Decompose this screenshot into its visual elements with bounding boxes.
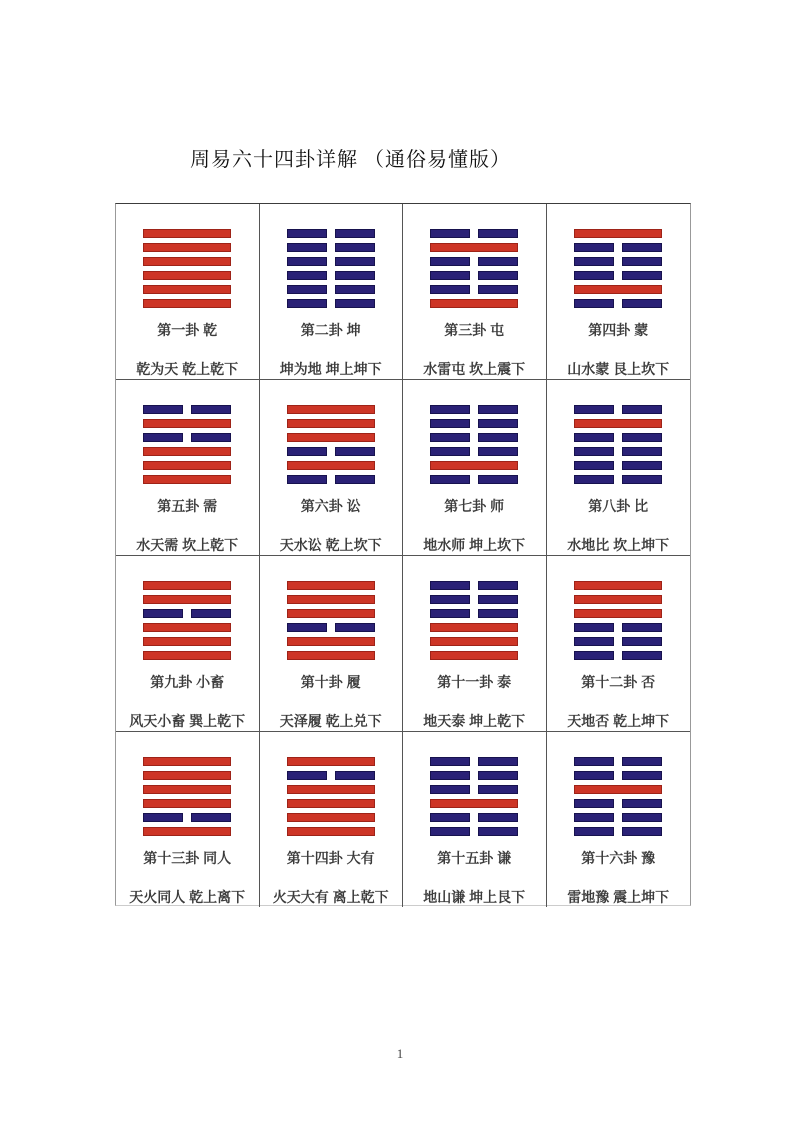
yang-line [430, 799, 518, 808]
yin-line [574, 257, 662, 266]
yang-line [143, 799, 231, 808]
yin-line [430, 771, 518, 780]
hexagram-symbol-bi [574, 405, 662, 484]
yin-line [574, 405, 662, 414]
hexagram-description: 地山谦 坤上艮下 [423, 889, 526, 905]
hexagram-symbol-dayou [287, 757, 375, 836]
hexagram-card-1 [116, 204, 260, 380]
yin-line [287, 285, 375, 294]
hexagram-symbol-tongren [143, 757, 231, 836]
hexagram-symbol-qian [143, 229, 231, 308]
yang-line [287, 827, 375, 836]
yang-line [287, 757, 375, 766]
yang-line [430, 637, 518, 646]
yin-line [574, 637, 662, 646]
hexagram-card-14 [260, 732, 404, 907]
hexagram-card-11 [403, 556, 547, 732]
yang-line [143, 637, 231, 646]
hexagram-number-name: 第一卦 乾 [157, 322, 218, 338]
hexagram-number-name: 第十六卦 豫 [581, 850, 656, 866]
yang-line [287, 405, 375, 414]
yin-line [430, 229, 518, 238]
hexagram-card-4 [547, 204, 691, 380]
hexagram-symbol-xiaochu [143, 581, 231, 660]
page-title: 周易六十四卦详解 （通俗易懂版） [190, 149, 511, 171]
yin-line [287, 771, 375, 780]
hexagram-symbol-tai [430, 581, 518, 660]
yin-line [430, 827, 518, 836]
hexagram-number-name: 第十四卦 大有 [286, 850, 375, 866]
yin-line [430, 475, 518, 484]
hexagram-card-10 [260, 556, 404, 732]
yang-line [574, 285, 662, 294]
yang-line [143, 285, 231, 294]
yin-line [574, 771, 662, 780]
hexagram-card-2 [260, 204, 404, 380]
yin-line [287, 623, 375, 632]
hexagram-number-name: 第八卦 比 [588, 498, 649, 514]
yang-line [287, 813, 375, 822]
yang-line [287, 581, 375, 590]
yin-line [574, 827, 662, 836]
hexagram-card-8 [547, 380, 691, 556]
hexagram-number-name: 第六卦 讼 [300, 498, 361, 514]
hexagram-card-6 [260, 380, 404, 556]
yin-line [574, 447, 662, 456]
yin-line [574, 623, 662, 632]
yang-line [143, 461, 231, 470]
hexagram-symbol-song [287, 405, 375, 484]
yang-line [287, 651, 375, 660]
yang-line [430, 243, 518, 252]
yin-line [430, 405, 518, 414]
yang-line [143, 475, 231, 484]
yin-line [574, 813, 662, 822]
yin-line [574, 799, 662, 808]
yin-line [287, 271, 375, 280]
hexagram-number-name: 第九卦 小畜 [150, 674, 225, 690]
yin-line [430, 447, 518, 456]
hexagram-symbol-zhun [430, 229, 518, 308]
yang-line [430, 651, 518, 660]
yang-line [574, 581, 662, 590]
yin-line [143, 433, 231, 442]
yin-line [574, 461, 662, 470]
yang-line [143, 243, 231, 252]
yin-line [287, 243, 375, 252]
yin-line [430, 595, 518, 604]
hexagram-symbol-qian15 [430, 757, 518, 836]
hexagram-number-name: 第三卦 屯 [444, 322, 505, 338]
yang-line [143, 271, 231, 280]
hexagram-card-7 [403, 380, 547, 556]
yin-line [143, 813, 231, 822]
hexagram-symbol-lv [287, 581, 375, 660]
hexagram-description: 天泽履 乾上兑下 [279, 713, 382, 729]
yang-line [574, 419, 662, 428]
yin-line [574, 271, 662, 280]
yang-line [143, 827, 231, 836]
yin-line [430, 257, 518, 266]
yang-line [143, 771, 231, 780]
hexagram-description: 地水师 坤上坎下 [423, 537, 526, 553]
page-number: 1 [396, 1046, 404, 1061]
yin-line [574, 243, 662, 252]
yin-line [287, 447, 375, 456]
yang-line [287, 433, 375, 442]
yin-line [430, 609, 518, 618]
yang-line [143, 299, 231, 308]
yin-line [430, 785, 518, 794]
yang-line [430, 461, 518, 470]
hexagram-description: 天地否 乾上坤下 [567, 713, 670, 729]
yin-line [143, 609, 231, 618]
yin-line [430, 285, 518, 294]
hexagram-symbol-xu [143, 405, 231, 484]
yin-line [574, 433, 662, 442]
hexagram-card-3 [403, 204, 547, 380]
hexagram-description: 坤为地 坤上坤下 [279, 361, 382, 377]
yang-line [143, 229, 231, 238]
hexagram-number-name: 第七卦 师 [444, 498, 505, 514]
hexagram-card-16 [547, 732, 691, 907]
hexagram-description: 雷地豫 震上坤下 [567, 889, 670, 905]
yin-line [574, 757, 662, 766]
yang-line [287, 461, 375, 470]
yang-line [574, 609, 662, 618]
hexagram-symbol-kun [287, 229, 375, 308]
yin-line [430, 813, 518, 822]
yin-line [287, 299, 375, 308]
hexagram-symbol-yu [574, 757, 662, 836]
yang-line [287, 785, 375, 794]
yang-line [287, 799, 375, 808]
yang-line [143, 447, 231, 456]
hexagram-description: 水天需 坎上乾下 [136, 537, 239, 553]
yin-line [574, 475, 662, 484]
yin-line [430, 271, 518, 280]
yin-line [574, 651, 662, 660]
yin-line [430, 419, 518, 428]
hexagram-number-name: 第十五卦 谦 [437, 850, 512, 866]
hexagram-description: 水雷屯 坎上震下 [423, 361, 526, 377]
hexagram-description: 乾为天 乾上乾下 [136, 361, 239, 377]
yang-line [574, 229, 662, 238]
hexagram-table [115, 203, 691, 906]
hexagram-description: 火天大有 离上乾下 [272, 889, 389, 905]
hexagram-number-name: 第十三卦 同人 [143, 850, 232, 866]
yang-line [287, 609, 375, 618]
yang-line [287, 419, 375, 428]
yang-line [143, 785, 231, 794]
yang-line [430, 299, 518, 308]
hexagram-card-5 [116, 380, 260, 556]
yang-line [287, 595, 375, 604]
hexagram-card-13 [116, 732, 260, 907]
yin-line [430, 433, 518, 442]
yin-line [287, 229, 375, 238]
yang-line [143, 581, 231, 590]
hexagram-card-12 [547, 556, 691, 732]
yang-line [143, 257, 231, 266]
yang-line [574, 595, 662, 604]
yang-line [143, 595, 231, 604]
hexagram-number-name: 第五卦 需 [157, 498, 218, 514]
yin-line [430, 581, 518, 590]
hexagram-description: 地天泰 坤上乾下 [423, 713, 526, 729]
hexagram-description: 水地比 坎上坤下 [567, 537, 670, 553]
yang-line [574, 785, 662, 794]
yin-line [574, 299, 662, 308]
yang-line [287, 637, 375, 646]
yin-line [430, 757, 518, 766]
hexagram-card-15 [403, 732, 547, 907]
yang-line [143, 757, 231, 766]
yang-line [430, 623, 518, 632]
yin-line [143, 405, 231, 414]
hexagram-symbol-meng [574, 229, 662, 308]
hexagram-symbol-shi [430, 405, 518, 484]
hexagram-number-name: 第十一卦 泰 [437, 674, 512, 690]
hexagram-number-name: 第十卦 履 [300, 674, 361, 690]
yang-line [143, 651, 231, 660]
hexagram-description: 天火同人 乾上离下 [129, 889, 246, 905]
hexagram-symbol-pi [574, 581, 662, 660]
yin-line [287, 257, 375, 266]
hexagram-card-9 [116, 556, 260, 732]
hexagram-number-name: 第十二卦 否 [581, 674, 656, 690]
hexagram-description: 天水讼 乾上坎下 [279, 537, 382, 553]
yin-line [287, 475, 375, 484]
yang-line [143, 623, 231, 632]
yang-line [143, 419, 231, 428]
hexagram-description: 风天小畜 巽上乾下 [129, 713, 246, 729]
hexagram-number-name: 第二卦 坤 [300, 322, 361, 338]
hexagram-description: 山水蒙 艮上坎下 [567, 361, 670, 377]
hexagram-number-name: 第四卦 蒙 [588, 322, 649, 338]
